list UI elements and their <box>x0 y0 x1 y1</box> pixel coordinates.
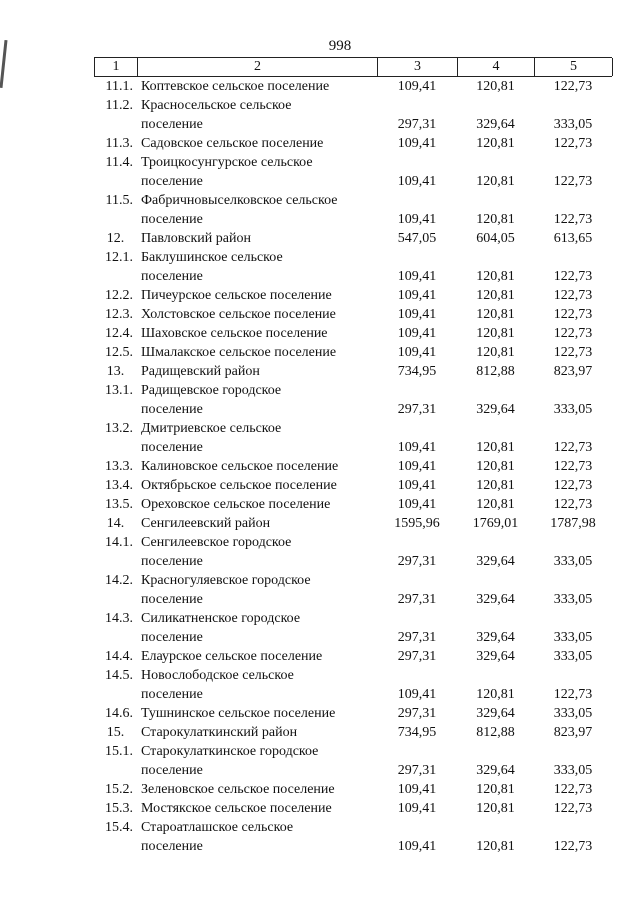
row-name-line: Калиновское сельское поселение <box>141 459 339 474</box>
row-name-line: поселение <box>141 687 203 702</box>
data-table <box>94 57 612 856</box>
value-cell-4: 812,88 <box>476 725 515 740</box>
table-row <box>94 476 612 495</box>
value-cell-3: 297,31 <box>397 554 437 569</box>
row-number: 13.4. <box>105 478 133 493</box>
value-cell-5: 613,65 <box>553 231 593 246</box>
row-number: 14.6. <box>105 706 133 721</box>
header-col-3: 3 <box>378 58 458 76</box>
table-row <box>94 343 612 362</box>
row-number: 13.3. <box>105 459 133 474</box>
value-cell-4: 120,81 <box>476 174 515 189</box>
table-row <box>94 191 612 229</box>
value-cell-4: 120,81 <box>476 459 515 474</box>
row-name <box>137 666 377 704</box>
row-name-line: Красногуляевское городское <box>141 573 311 588</box>
value-cell-4: 1769,01 <box>472 516 519 531</box>
value-cell-3: 1595,96 <box>394 516 440 531</box>
value-cell-5: 122,73 <box>553 136 593 151</box>
row-name <box>137 780 377 799</box>
row-name <box>137 609 377 647</box>
value-cell-5: 333,05 <box>553 706 593 721</box>
row-number: 13.5. <box>105 497 133 512</box>
row-name <box>137 533 377 571</box>
row-name-line: Баклушинское сельское <box>141 250 283 265</box>
table-row <box>94 742 612 780</box>
row-name-line: Холстовское сельское поселение <box>141 307 336 322</box>
row-name-line: поселение <box>141 630 203 645</box>
row-name <box>137 476 377 495</box>
value-cell-3: 734,95 <box>397 364 437 379</box>
value-cell-4: 120,81 <box>476 136 515 151</box>
row-name-line: Старокулаткинский район <box>141 725 298 740</box>
row-name <box>137 647 377 666</box>
value-cell-5: 333,05 <box>553 554 593 569</box>
table-row <box>94 780 612 799</box>
row-number: 12. <box>106 231 125 246</box>
header-col-4: 4 <box>458 58 535 76</box>
row-name <box>137 381 377 419</box>
value-cell-3: 297,31 <box>397 592 437 607</box>
row-name-line: поселение <box>141 592 203 607</box>
value-cell-5: 122,73 <box>553 478 593 493</box>
value-cell-4: 120,81 <box>476 839 515 854</box>
value-cell-5: 333,05 <box>553 117 593 132</box>
row-name <box>137 153 377 191</box>
value-cell-4: 329,64 <box>476 630 515 645</box>
row-name-line: Силикатненское городское <box>141 611 301 626</box>
table-row <box>94 647 612 666</box>
value-cell-4: 329,64 <box>476 706 515 721</box>
value-cell-5: 122,73 <box>553 801 593 816</box>
value-cell-4: 120,81 <box>476 269 515 284</box>
row-name-line: Садовское сельское поселение <box>141 136 324 151</box>
value-cell-3: 109,41 <box>397 269 437 284</box>
value-cell-3: 109,41 <box>397 801 437 816</box>
value-cell-5: 122,73 <box>553 687 593 702</box>
row-name <box>137 419 377 457</box>
value-cell-3: 109,41 <box>397 174 437 189</box>
row-name-line: поселение <box>141 839 203 854</box>
value-cell-4: 329,64 <box>476 592 515 607</box>
row-number: 14.4. <box>105 649 133 664</box>
table-body <box>94 77 612 856</box>
value-cell-3: 109,41 <box>397 326 437 341</box>
row-name <box>137 134 377 153</box>
value-cell-4: 120,81 <box>476 782 515 797</box>
row-number: 13.1. <box>105 383 133 398</box>
value-cell-5: 122,73 <box>553 440 593 455</box>
row-name-line: Елаурское сельское поселение <box>141 649 323 664</box>
value-cell-5: 122,73 <box>553 497 593 512</box>
value-cell-3: 109,41 <box>397 839 437 854</box>
row-number: 13.2. <box>105 421 133 436</box>
row-number: 11.2. <box>105 98 133 113</box>
value-cell-4: 120,81 <box>476 801 515 816</box>
row-name <box>137 571 377 609</box>
row-name <box>137 742 377 780</box>
row-name-line: поселение <box>141 763 203 778</box>
row-name-line: Старокулаткинское городское <box>141 744 319 759</box>
row-name <box>137 305 377 324</box>
value-cell-4: 120,81 <box>476 212 515 227</box>
table-row <box>94 666 612 704</box>
value-cell-4: 604,05 <box>476 231 515 246</box>
row-name-line: поселение <box>141 117 203 132</box>
table-row <box>94 818 612 856</box>
value-cell-3: 109,41 <box>397 79 437 94</box>
row-number: 14.3. <box>105 611 133 626</box>
row-name <box>137 324 377 343</box>
row-number: 14.5. <box>105 668 133 683</box>
value-cell-5: 122,73 <box>553 307 593 322</box>
value-cell-4: 120,81 <box>476 497 515 512</box>
value-cell-3: 109,41 <box>397 288 437 303</box>
value-cell-5: 122,73 <box>553 459 593 474</box>
row-name <box>137 248 377 286</box>
value-cell-5: 122,73 <box>553 288 593 303</box>
row-number: 13. <box>106 364 125 379</box>
value-cell-5: 122,73 <box>553 174 593 189</box>
value-cell-3: 109,41 <box>397 459 437 474</box>
value-cell-5: 823,97 <box>553 364 593 379</box>
row-name-line: Мостякское сельское поселение <box>141 801 332 816</box>
row-number: 12.4. <box>105 326 133 341</box>
table-row <box>94 533 612 571</box>
table-row <box>94 248 612 286</box>
value-cell-5: 122,73 <box>553 345 593 360</box>
table-row <box>94 514 612 533</box>
value-cell-4: 120,81 <box>476 79 515 94</box>
value-cell-5: 122,73 <box>553 782 593 797</box>
value-cell-3: 109,41 <box>397 782 437 797</box>
table-row <box>94 134 612 153</box>
row-name-line: Тушнинское сельское поселение <box>141 706 336 721</box>
value-cell-5: 122,73 <box>553 326 593 341</box>
row-name-line: Зеленовское сельское поселение <box>141 782 335 797</box>
value-cell-4: 120,81 <box>476 307 515 322</box>
value-cell-5: 122,73 <box>553 839 593 854</box>
row-number: 15.4. <box>105 820 133 835</box>
value-cell-3: 109,41 <box>397 687 437 702</box>
row-name-line: поселение <box>141 440 203 455</box>
page-number: 998 <box>328 38 352 54</box>
row-name <box>137 229 377 248</box>
row-name-line: Октябрьское сельское поселение <box>141 478 337 493</box>
row-number: 11.1. <box>105 79 133 94</box>
value-cell-3: 297,31 <box>397 706 437 721</box>
table-row <box>94 324 612 343</box>
row-name-line: Фабричновыселковское сельское <box>141 193 338 208</box>
value-cell-3: 109,41 <box>397 345 437 360</box>
table-row <box>94 286 612 305</box>
value-cell-3: 297,31 <box>397 630 437 645</box>
value-cell-3: 109,41 <box>397 307 437 322</box>
row-number: 12.3. <box>105 307 133 322</box>
value-cell-3: 109,41 <box>397 497 437 512</box>
row-number: 14. <box>106 516 125 531</box>
table-row <box>94 96 612 134</box>
value-cell-4: 120,81 <box>476 345 515 360</box>
row-number: 12.1. <box>105 250 133 265</box>
row-name <box>137 96 377 134</box>
row-name-line: Красносельское сельское <box>141 98 292 113</box>
table-row <box>94 799 612 818</box>
row-number: 15.1. <box>105 744 133 759</box>
value-cell-4: 120,81 <box>476 687 515 702</box>
row-name-line: поселение <box>141 174 203 189</box>
row-name <box>137 514 377 533</box>
header-col-5: 5 <box>535 58 613 76</box>
row-name-line: Шмалакское сельское поселение <box>141 345 337 360</box>
value-cell-4: 329,64 <box>476 554 515 569</box>
table-row <box>94 723 612 742</box>
value-cell-3: 109,41 <box>397 136 437 151</box>
value-cell-4: 329,64 <box>476 402 515 417</box>
value-cell-3: 547,05 <box>397 231 437 246</box>
row-name-line: поселение <box>141 212 203 227</box>
row-name-line: Шаховское сельское поселение <box>141 326 328 341</box>
row-number: 15. <box>106 725 125 740</box>
table-row <box>94 609 612 647</box>
value-cell-4: 329,64 <box>476 763 515 778</box>
row-name <box>137 818 377 856</box>
value-cell-5: 823,97 <box>553 725 593 740</box>
value-cell-4: 120,81 <box>476 440 515 455</box>
table-row <box>94 571 612 609</box>
row-name <box>137 362 377 381</box>
row-name <box>137 495 377 514</box>
row-number: 11.5. <box>105 193 133 208</box>
row-number: 14.1. <box>105 535 133 550</box>
row-name-line: поселение <box>141 269 203 284</box>
row-number: 12.5. <box>105 345 133 360</box>
row-name <box>137 343 377 362</box>
table-row <box>94 457 612 476</box>
value-cell-4: 329,64 <box>476 117 515 132</box>
value-cell-4: 812,88 <box>476 364 515 379</box>
row-name <box>137 286 377 305</box>
value-cell-3: 109,41 <box>397 478 437 493</box>
value-cell-5: 122,73 <box>553 79 593 94</box>
row-name-line: Коптевское сельское поселение <box>141 79 330 94</box>
row-name <box>137 191 377 229</box>
row-number: 15.3. <box>105 801 133 816</box>
table-row <box>94 305 612 324</box>
header-col-2: 2 <box>138 58 378 76</box>
row-name <box>137 704 377 723</box>
value-cell-5: 333,05 <box>553 402 593 417</box>
table-row <box>94 704 612 723</box>
value-cell-5: 333,05 <box>553 649 593 664</box>
value-cell-5: 333,05 <box>553 763 593 778</box>
value-cell-5: 333,05 <box>553 592 593 607</box>
table-row <box>94 362 612 381</box>
table-row <box>94 153 612 191</box>
value-cell-4: 329,64 <box>476 649 515 664</box>
value-cell-5: 1787,98 <box>550 516 596 531</box>
value-cell-3: 109,41 <box>397 212 437 227</box>
value-cell-4: 120,81 <box>476 478 515 493</box>
table-row <box>94 229 612 248</box>
row-name <box>137 799 377 818</box>
row-number: 15.2. <box>105 782 133 797</box>
value-cell-3: 297,31 <box>397 117 437 132</box>
value-cell-4: 120,81 <box>476 288 515 303</box>
row-name-line: Павловский район <box>141 231 251 246</box>
row-number: 11.4. <box>105 155 133 170</box>
row-number: 14.2. <box>105 573 133 588</box>
row-number: 11.3. <box>105 136 133 151</box>
value-cell-3: 734,95 <box>397 725 437 740</box>
row-name-line: Радищевский район <box>141 364 260 379</box>
row-name <box>137 723 377 742</box>
table-row <box>94 77 612 96</box>
value-cell-3: 109,41 <box>397 440 437 455</box>
table-row <box>94 495 612 514</box>
header-col-1: 1 <box>95 58 138 76</box>
row-name-line: Новослободское сельское <box>141 668 294 683</box>
row-name-line: Ореховское сельское поселение <box>141 497 331 512</box>
row-number: 12.2. <box>105 288 133 303</box>
row-name-line: Староатлашское сельское <box>141 820 294 835</box>
table-row <box>94 419 612 457</box>
row-name-line: поселение <box>141 554 203 569</box>
row-name-line: Дмитриевское сельское <box>141 421 282 436</box>
value-cell-3: 297,31 <box>397 763 437 778</box>
row-name <box>137 457 377 476</box>
value-cell-5: 333,05 <box>553 630 593 645</box>
value-cell-3: 297,31 <box>397 402 437 417</box>
value-cell-5: 122,73 <box>553 212 593 227</box>
table-header <box>94 57 612 77</box>
row-name <box>137 77 377 96</box>
value-cell-3: 297,31 <box>397 649 437 664</box>
row-name-line: поселение <box>141 402 203 417</box>
row-name-line: Радищевское городское <box>141 383 282 398</box>
value-cell-5: 122,73 <box>553 269 593 284</box>
table-row <box>94 381 612 419</box>
row-name-line: Троицкосунгурское сельское <box>141 155 313 170</box>
value-cell-4: 120,81 <box>476 326 515 341</box>
row-name-line: Пичеурское сельское поселение <box>141 288 332 303</box>
row-name-line: Сенгилеевское городское <box>141 535 292 550</box>
row-name-line: Сенгилеевский район <box>141 516 271 531</box>
